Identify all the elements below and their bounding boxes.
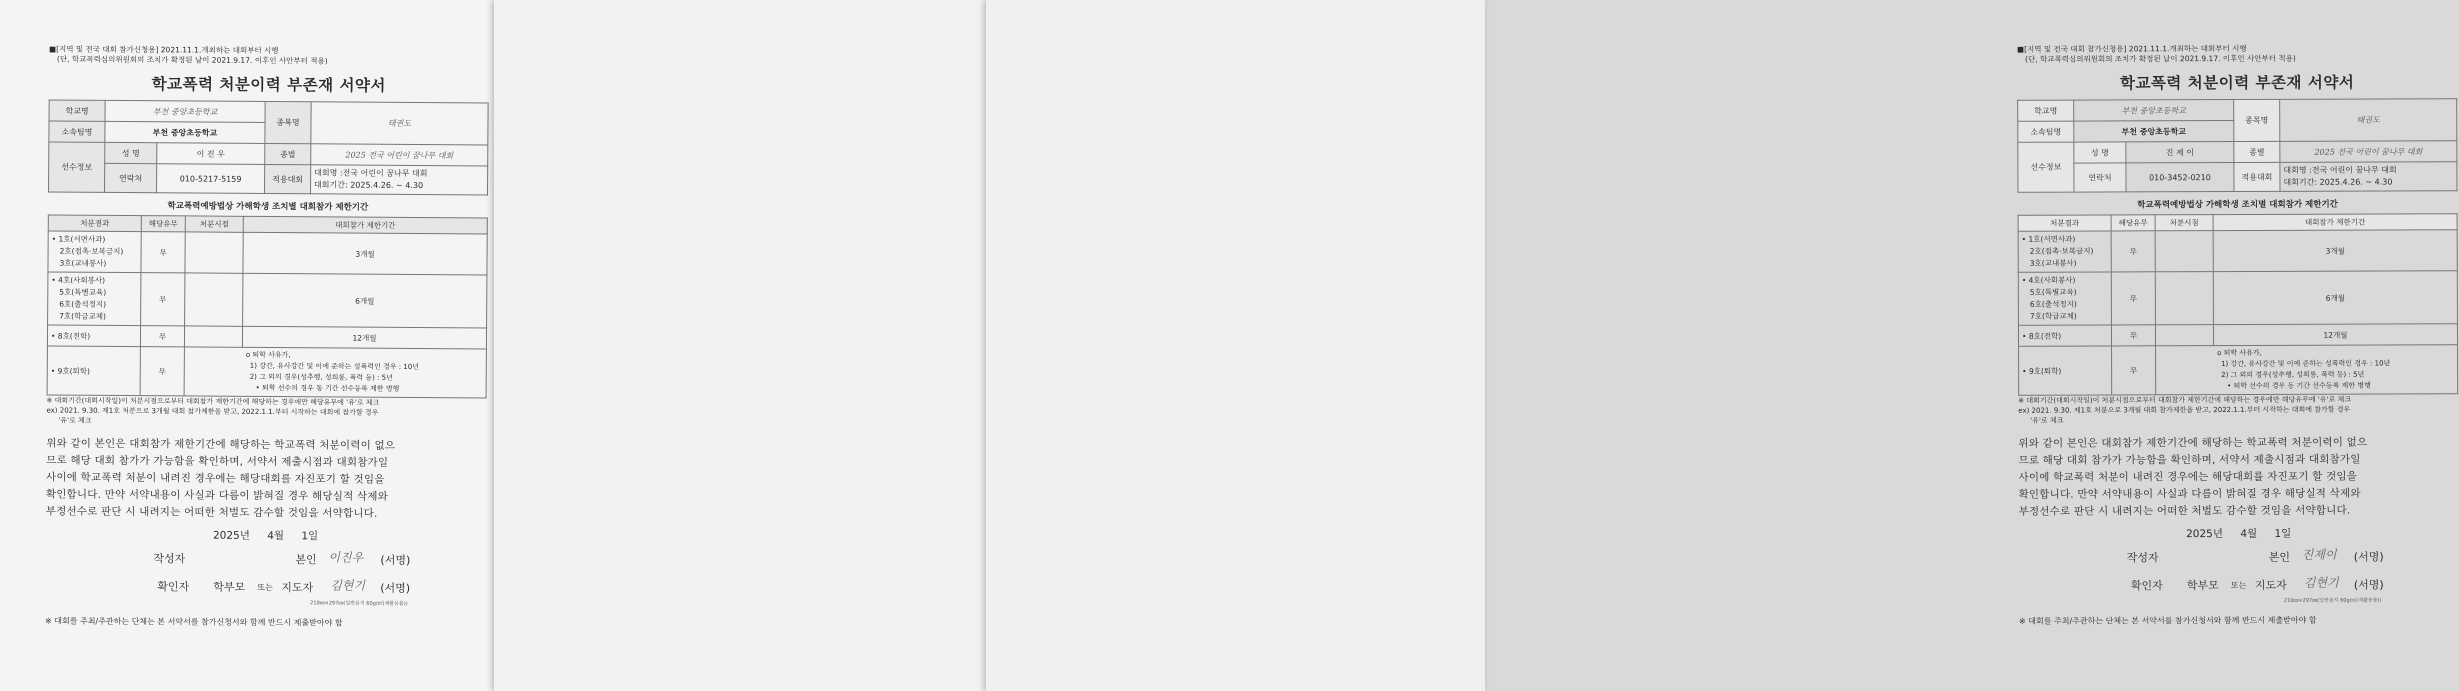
form-title: 학교폭력 처분이력 부존재 서약서 [151, 75, 386, 95]
sign-label: (서명) [2353, 550, 2384, 564]
result-line: • 4호(사회봉사) [2021, 275, 2076, 285]
confirmer-signature-line [45, 577, 485, 607]
school-name: 부천 중앙초등학교 [2074, 100, 2234, 122]
player-phone: 010-5217-5159 [157, 164, 265, 194]
or-label: 또는 [257, 582, 273, 593]
sign-label: (서명) [380, 553, 411, 568]
date-month: 4월 [2240, 527, 2258, 540]
result-cell: • 9호(퇴학) [47, 346, 140, 396]
date-year: 2025년 [2186, 528, 2223, 541]
bottom-note: ※ 대회를 주최/주관하는 단체는 본 서약서를 참가신청서와 함께 반드시 제출받아야 함 [2018, 615, 2317, 626]
name-label: 성 명 [105, 142, 157, 163]
expel-line: 1) 강간, 유사강간 및 이에 준하는 성폭력인 경우 : 10년 [249, 361, 420, 372]
result-cell: • 8호(전학) [47, 325, 140, 347]
table-row [48, 272, 487, 328]
bottom-note: ※ 대회를 주최/주관하는 단체는 본 서약서를 참가신청서와 함께 반드시 제출받아야 함 [44, 616, 343, 628]
table-row [2018, 271, 2457, 326]
sign-label: (서명) [2353, 578, 2384, 592]
expel-detail [2156, 345, 2458, 395]
date-day: 1일 [2274, 527, 2292, 540]
col-header-limit: 대회참가 제한기간 [2213, 214, 2457, 231]
result-line: 3호(교내봉사) [59, 258, 107, 268]
player-info-table [2017, 98, 2457, 193]
col-header-limit: 대회참가 제한기간 [243, 216, 487, 234]
school-label: 학교명 [49, 100, 105, 121]
pledge-line: 므로 해당 대회 참가가 가능함을 확인하며, 서약서 제출시점과 대회참가일 [46, 454, 389, 469]
coach-label: 지도자 [281, 581, 314, 595]
table-row [48, 231, 487, 275]
note-line1: ※ 대회기간(대회시작일)이 처분시점으로부터 대회참가 제한기간에 해당하는 경우에만 해당유무에 '유'로 체크 [46, 396, 380, 407]
coach-signature: 김현기 [330, 578, 366, 593]
self-label: 본인 [2268, 550, 2291, 564]
pledge-line: 므로 해당 대회 참가가 가능함을 확인하며, 서약서 제출시점과 대회참가일 [2018, 453, 2361, 467]
result-line: 7호(학급교체) [2029, 311, 2077, 321]
col-header-result: 처분결과 [2018, 215, 2111, 231]
writer-signature-line [2019, 548, 2459, 570]
result-cell [2018, 231, 2111, 272]
form-header-line2: (단, 학교폭력심의위원회의 조치가 확정된 날이 2021.9.17. 이후인 사안부터 적용) [2025, 53, 2296, 64]
applicable-mark: 무 [2111, 231, 2155, 272]
team-name: 부천 중앙초등학교 [2074, 121, 2234, 143]
date-day: 1일 [301, 530, 319, 543]
competition-value [311, 165, 488, 195]
confirmer-label: 확인자 [2130, 579, 2163, 593]
self-label: 본인 [295, 553, 317, 567]
pledge-line: 위와 같이 본인은 대회참가 제한기간에 해당하는 학교폭력 처분이력이 없으 [46, 437, 396, 452]
competition-period: 대회기간: 2025.4.26. ~ 4.30 [314, 180, 424, 191]
col-header-result: 처분결과 [48, 215, 141, 232]
col-header-applicable: 해당유무 [2111, 215, 2155, 231]
result-line: • 1호(서면사과) [51, 234, 106, 244]
result-line: 5호(특별교육) [2029, 287, 2077, 297]
limit-value: 3개월 [2213, 230, 2457, 272]
note-line3: '유'로 체크 [2030, 416, 2064, 425]
pledge-line: 사이에 학교폭력 처분이 내려진 경우에는 해당대회를 자진포기 할 것임을 [2018, 470, 2358, 484]
competition-period: 대회기간: 2025.4.26. ~ 4.30 [2283, 177, 2393, 187]
writer-label: 작성자 [153, 552, 186, 566]
table-row [2018, 230, 2457, 273]
confirmer-signature-line [2019, 575, 2459, 604]
form-header-line1: ■[지역 및 전국 대회 참가신청용] 2021.11.1.개최하는 대회부터 시행 [2016, 43, 2247, 54]
name-label: 성 명 [2074, 142, 2126, 163]
competition-label: 적용대회 [2234, 162, 2280, 191]
pledge-text [46, 435, 487, 523]
note-line1: ※ 대회기간(대회시작일)이 처분시점으로부터 대회참가 제한기간에 해당하는 경우에만 해당유무에 '유'로 체크 [2018, 395, 2351, 405]
expel-line: o 퇴학 사유가, [245, 350, 291, 360]
pledge-line: 부정선수로 판단 시 내려지는 어떠한 처벌도 감수할 것임을 서약합니다. [2018, 504, 2351, 518]
coach-label: 지도자 [2254, 578, 2287, 592]
limit-value: 12개월 [2213, 324, 2457, 346]
pledge-line: 확인합니다. 만약 서약내용이 사실과 다름이 밝혀질 경우 해당실적 삭제와 [45, 488, 389, 503]
writer-signature-line [45, 549, 485, 572]
result-line: 2호(접촉·보복금지) [2029, 246, 2094, 256]
expel-line: o 퇴학 사유가, [2217, 348, 2262, 358]
paper-spec: 210㎜×297㎜(일반용지 60g/㎡(재활용품)) [310, 600, 408, 607]
event-label: 종목명 [265, 101, 311, 143]
team-label: 소속팀명 [49, 121, 105, 142]
result-cell [2018, 272, 2111, 325]
expel-line: • 퇴학 선수의 경우 동 기간 선수등록 제한 병행 [255, 383, 400, 393]
form-header-line2: (단, 학교폭력심의위원회의 조치가 확정된 날이 2021.9.17. 이후인 사안부터 적용) [56, 54, 328, 66]
event-value: 태권도 [2280, 99, 2457, 142]
result-line: 3호(교내봉사) [2029, 258, 2077, 268]
applicable-mark: 무 [2111, 272, 2155, 325]
time-cell [185, 232, 243, 273]
pledge-form [2017, 43, 2459, 627]
applicable-mark: 무 [141, 232, 185, 273]
category-value: 2025 전국 어린이 꿈나무 대회 [311, 144, 488, 166]
event-value: 태권도 [311, 102, 488, 145]
category-label: 종별 [2234, 141, 2280, 162]
expel-detail [184, 347, 486, 398]
result-line: • 1호(서면사과) [2021, 234, 2076, 244]
pledge-sheet [986, 0, 2423, 691]
result-line: 6호(출석정지) [2029, 299, 2077, 309]
competition-label: 적용대회 [265, 164, 311, 193]
player-info-table [48, 99, 489, 195]
player-phone: 010-3452-0210 [2126, 163, 2234, 192]
player-name: 진 제 이 [2126, 142, 2234, 163]
player-info-label: 선수정보 [49, 142, 105, 192]
note-line3: '유'로 체크 [58, 416, 92, 425]
result-cell: • 8호(전학) [2018, 325, 2111, 346]
table-row [47, 325, 486, 349]
result-line: 5호(특별교육) [59, 287, 107, 297]
pledge-line: 위와 같이 본인은 대회참가 제한기간에 해당하는 학교폭력 처분이력이 없으 [2018, 436, 2368, 450]
expel-line: 2) 그 외의 경우(성추행, 성희롱, 폭력 등) : 5년 [249, 372, 393, 382]
pledge-sheet [0, 0, 494, 691]
or-label: 또는 [2230, 580, 2247, 591]
team-label: 소속팀명 [2018, 121, 2074, 142]
pledge-line: 부정선수로 판단 시 내려지는 어떠한 처벌도 감수할 것임을 서약합니다. [45, 505, 378, 520]
date-year: 2025년 [212, 529, 250, 542]
table-row [2019, 345, 2458, 396]
applicable-mark: 무 [2111, 325, 2155, 346]
limit-value: 6개월 [243, 273, 487, 328]
applicable-mark: 무 [2112, 346, 2156, 395]
pledge-line: 확인합니다. 만약 서약내용이 사실과 다름이 밝혀질 경우 해당실적 삭제와 [2018, 487, 2361, 501]
time-cell [184, 326, 242, 347]
limit-table [2018, 213, 2459, 396]
time-cell [2155, 272, 2213, 325]
pledge-date [46, 526, 486, 544]
category-value: 2025 전국 어린이 꿈나무 대회 [2280, 141, 2457, 163]
time-cell [185, 273, 243, 326]
pledge-form [45, 44, 489, 629]
limit-value: 12개월 [242, 326, 486, 349]
category-label: 종별 [265, 143, 311, 164]
result-line: 7호(학급교체) [59, 311, 107, 321]
result-cell [48, 231, 141, 273]
expel-line: 2) 그 외의 경우(성추행, 성희롱, 폭력 등) : 5년 [2221, 370, 2365, 380]
time-cell [2155, 231, 2213, 272]
table-row [47, 346, 486, 398]
contact-label: 연락처 [2074, 163, 2126, 192]
limit-table [47, 214, 488, 398]
competition-name: 대회명 :전국 어린이 꿈나무 대회 [2283, 165, 2397, 175]
applicable-mark: 무 [141, 273, 185, 326]
school-name: 부천 중앙초등학교 [105, 100, 265, 122]
result-line: 6호(출석정지) [59, 299, 107, 309]
applicable-mark: 무 [140, 326, 184, 347]
parent-label: 학부모 [213, 580, 246, 594]
time-cell [2155, 325, 2213, 346]
school-label: 학교명 [2018, 100, 2074, 121]
player-signature: 진제이 [2301, 547, 2337, 562]
paper-spec: 210㎜×297㎜(일반용지 60g/㎡(재활용품)) [2283, 597, 2382, 604]
team-name: 부천 중앙초등학교 [105, 121, 265, 143]
event-label: 종목명 [2234, 99, 2280, 141]
limit-value: 6개월 [2213, 271, 2457, 325]
result-line: • 4호(사회봉사) [51, 275, 106, 285]
coach-signature: 김현기 [2303, 575, 2339, 590]
limit-subtitle: 학교폭력예방법상 가해학생 조치별 대회참가 제한기간 [167, 201, 369, 213]
contact-label: 연락처 [105, 163, 157, 192]
result-line: 2호(접촉·보복금지) [59, 246, 124, 256]
result-cell: • 9호(퇴학) [2019, 346, 2112, 395]
expel-line: • 퇴학 선수의 경우 동 기간 선수등록 제한 병행 [2227, 381, 2371, 391]
note-line2: ex) 2021. 9.30. 제1호 처분으로 3개월 대회 참가제한을 받고, 2022.1.1.부터 시작하는 대회에 참가할 경우 [2018, 405, 2351, 415]
competition-value [2280, 162, 2457, 192]
note-line2: ex) 2021. 9.30. 제1호 처분으로 3개월 대회 참가제한을 받고, 2022.1.1.부터 시작하는 대회에 참가할 경우 [46, 406, 379, 417]
table-row [2018, 324, 2457, 347]
pledge-text [2018, 434, 2458, 521]
expel-line: 1) 강간, 유사강간 및 이에 준하는 성폭력인 경우 : 10년 [2221, 359, 2391, 369]
limit-subtitle: 학교폭력예방법상 가해학생 조치별 대회참가 제한기간 [2137, 199, 2338, 211]
date-month: 4월 [267, 530, 285, 543]
pledge-sheet [494, 0, 986, 691]
player-name: 이 진 우 [157, 143, 265, 165]
col-header-applicable: 해당유무 [141, 216, 185, 232]
sign-label: (서명) [380, 581, 411, 596]
col-header-time: 처분시점 [2155, 215, 2213, 231]
col-header-time: 처분시점 [185, 216, 243, 232]
result-cell [48, 272, 141, 326]
pledge-date [2019, 525, 2459, 542]
writer-label: 작성자 [2126, 551, 2159, 565]
form-title: 학교폭력 처분이력 부존재 서약서 [2119, 73, 2355, 93]
player-signature: 이진우 [328, 550, 364, 565]
pledge-line: 사이에 학교폭력 처분이 내려진 경우에는 해당대회를 자진포기 할 것임을 [45, 471, 385, 486]
applicable-mark: 무 [140, 347, 184, 396]
competition-name: 대회명 :전국 어린이 꿈나무 대회 [314, 168, 428, 179]
limit-value: 3개월 [243, 232, 487, 275]
confirmer-label: 확인자 [157, 580, 190, 594]
form-header-line1: ■[지역 및 전국 대회 참가신청용] 2021.11.1.개최하는 대회부터 시행 [48, 44, 279, 56]
parent-label: 학부모 [2186, 579, 2219, 593]
player-info-label: 선수정보 [2018, 142, 2074, 192]
